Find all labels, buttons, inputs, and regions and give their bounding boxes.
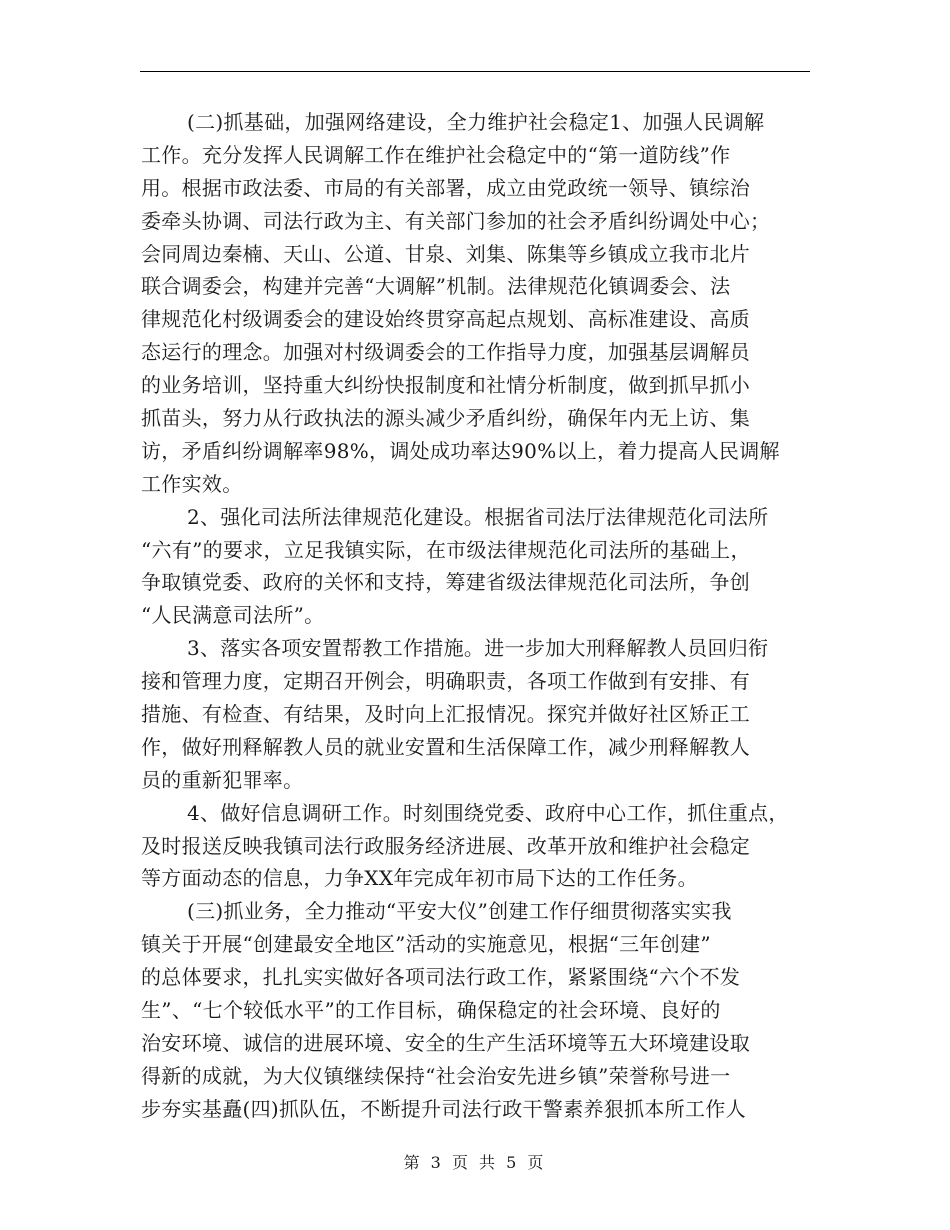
text-line: 工作实效。 — [141, 471, 243, 496]
text-line: 及时报送反映我镇司法行政服务经济进展、改革开放和维护社会稳定 — [141, 833, 750, 858]
text-line: “人民满意司法所”。 — [141, 603, 325, 628]
text-line: 争取镇党委、政府的关怀和支持，筹建省级法律规范化司法所，争创 — [141, 570, 750, 595]
text-line: 步夯实基矗(四)抓队伍，不断提升司法行政干警素养狠抓本所工作人 — [141, 1096, 746, 1121]
text-line: 2、强化司法所法律规范化建设。根据省司法厅法律规范化司法所 — [187, 504, 769, 529]
text-line: 态运行的理念。加强对村级调委会的工作指导力度，加强基层调解员 — [141, 340, 750, 365]
text-line: 4、做好信息调研工作。时刻围绕党委、政府中心工作，抓住重点， — [187, 800, 789, 825]
text-line: 镇关于开展“创建最安全地区”活动的实施意见，根据“三年创建” — [141, 932, 711, 957]
text-line: 治安环境、诚信的进展环境、安全的生产生活环境等五大环境建设取 — [141, 1030, 750, 1055]
text-line: 员的重新犯罪率。 — [141, 767, 304, 792]
text-line: 3、落实各项安置帮教工作措施。进一步加大刑释解教人员回归衔 — [187, 636, 769, 661]
text-line: 的业务培训，坚持重大纠纷快报制度和社情分析制度，做到抓早抓小 — [141, 373, 750, 398]
text-line: 委牵头协调、司法行政为主、有关部门参加的社会矛盾纠纷调处中心； — [141, 208, 771, 233]
text-line: 联合调委会，构建并完善“大调解”机制。法律规范化镇调委会、法 — [141, 274, 731, 299]
text-line: 等方面动态的信息，力争XX年完成年初市局下达的工作任务。 — [141, 866, 698, 891]
text-line: 作，做好刑释解教人员的就业安置和生活保障工作，减少刑释解教人 — [141, 734, 750, 759]
text-line: 接和管理力度，定期召开例会，明确职责，各项工作做到有安排、有 — [141, 669, 750, 694]
text-line: (二)抓基础，加强网络建设，全力维护社会稳定1、加强人民调解 — [187, 110, 765, 134]
text-line: 的总体要求，扎扎实实做好各项司法行政工作，紧紧围绕“六个不发 — [141, 965, 741, 990]
text-line: (三)抓业务，全力推动“平安大仪”创建工作仔细贯彻落实实我 — [187, 899, 732, 924]
text-line: 律规范化村级调委会的建设始终贯穿高起点规划、高标准建设、高质 — [141, 307, 750, 332]
text-line: 用。根据市政法委、市局的有关部署，成立由党政统一领导、镇综治 — [141, 175, 750, 200]
text-line: 措施、有检查、有结果，及时向上汇报情况。探究并做好社区矫正工 — [141, 702, 750, 727]
text-line: 得新的成就，为大仪镇继续保持“社会治安先进乡镇”荣誉称号进一 — [141, 1063, 731, 1088]
header-rule — [140, 71, 810, 72]
text-line: 生”、“七个较低水平”的工作目标，确保稳定的社会环境、良好的 — [141, 998, 721, 1023]
text-line: 工作。充分发挥人民调解工作在维护社会稳定中的“第一道防线”作 — [141, 142, 731, 167]
text-line: 访，矛盾纠纷调解率98%，调处成功率达90%以上，着力提高人民调解 — [141, 438, 780, 463]
page-number: 第 3 页 共 5 页 — [403, 1153, 547, 1172]
text-line: 抓苗头，努力从行政执法的源头减少矛盾纠纷，确保年内无上访、集 — [141, 406, 750, 431]
text-line: 会同周边秦楠、天山、公道、甘泉、刘集、陈集等乡镇成立我市北片 — [141, 241, 750, 266]
document-body — [141, 106, 813, 1126]
text-line: “六有”的要求，立足我镇实际，在市级法律规范化司法所的基础上， — [141, 537, 751, 562]
